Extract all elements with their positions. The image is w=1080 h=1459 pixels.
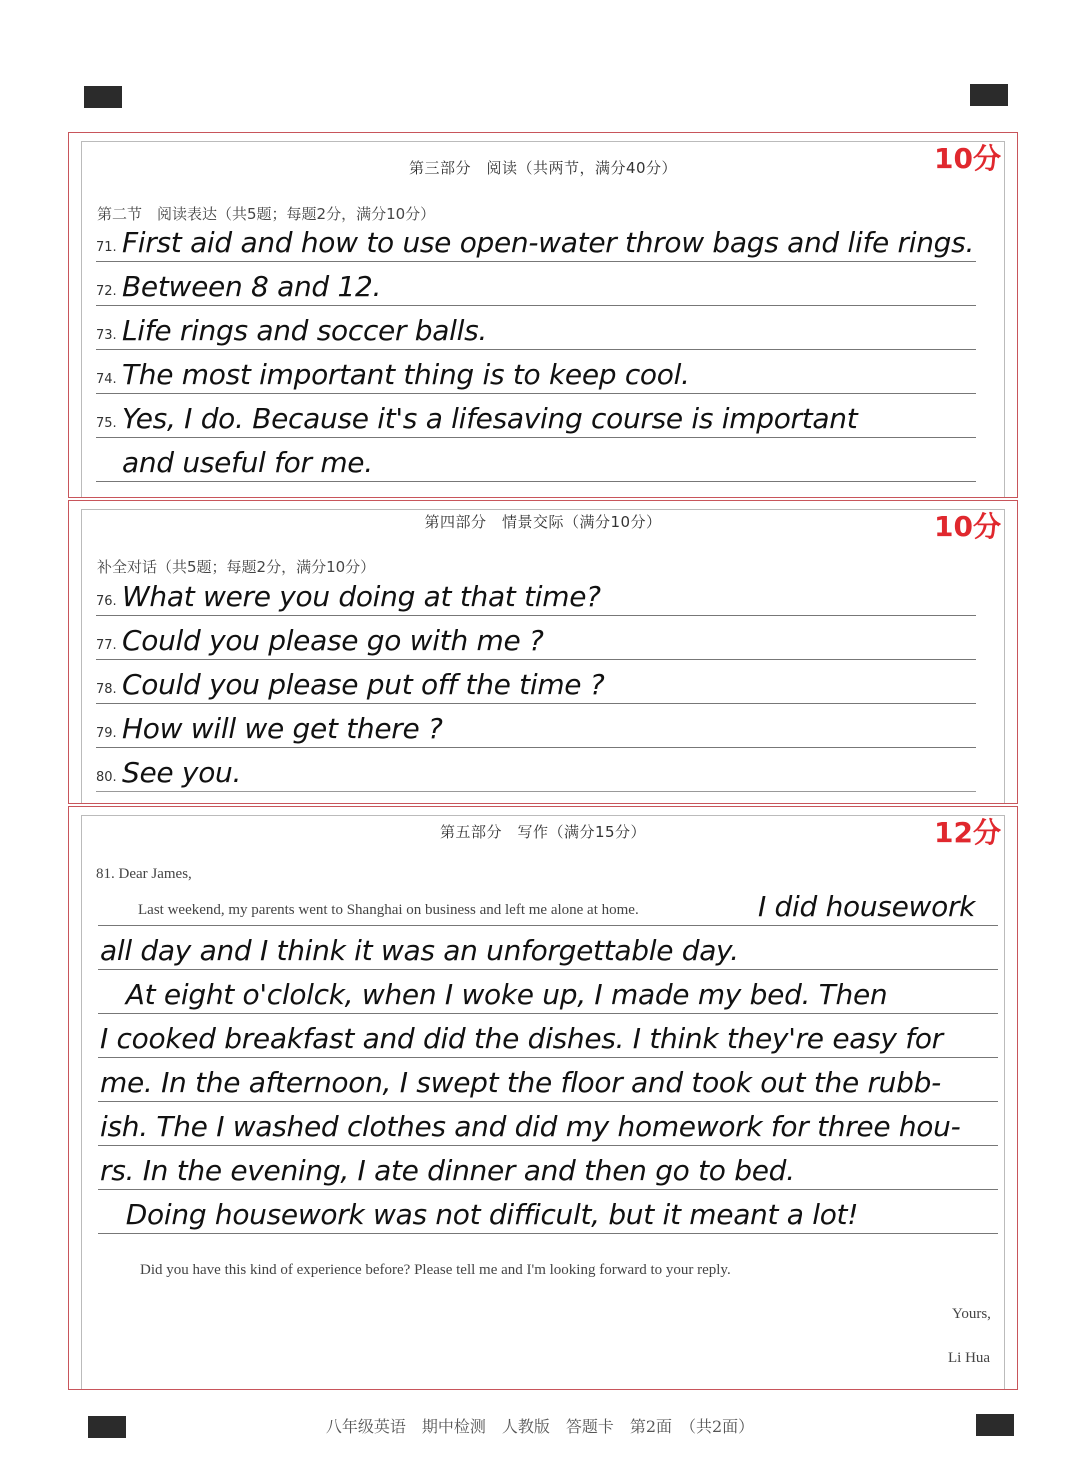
handwritten-text: ish. The I washed clothes and did my homework for three hou-: [100, 1110, 961, 1143]
writing-line-4[interactable]: [98, 1058, 998, 1102]
writing-line-3[interactable]: [98, 1014, 998, 1058]
writing-line-7[interactable]: [98, 1190, 998, 1234]
answer-line-80[interactable]: [96, 746, 976, 792]
writing-title: 第五部分 写作（满分15分）: [439, 823, 647, 841]
question-number: 78.: [96, 682, 117, 697]
handwritten-text: Doing housework was not difficult, but it meant a lot!: [100, 1198, 859, 1231]
writing-line-intro[interactable]: [98, 882, 998, 926]
registration-mark-top-left: [84, 86, 122, 108]
writing-score: 12分: [934, 816, 1001, 849]
handwritten-answer: First aid and how to use open-water throw bags and life rings.: [122, 226, 975, 259]
reading-title: 第三部分 阅读（共两节，满分40分）: [408, 159, 678, 177]
writing-line-6[interactable]: [98, 1146, 998, 1190]
handwritten-answer: Yes, I do. Because it's a lifesaving course is important: [122, 402, 858, 435]
registration-mark-top-right: [970, 84, 1008, 106]
answer-line-76[interactable]: [96, 570, 976, 616]
dialogue-title: 第四部分 情景交际（满分10分）: [424, 513, 662, 531]
answer-line-78[interactable]: [96, 658, 976, 704]
question-number: 72.: [96, 284, 117, 299]
answer-line-71[interactable]: [96, 216, 976, 262]
handwritten-answer: Could you please put off the time ?: [122, 668, 605, 701]
handwritten-answer: What were you doing at that time?: [122, 580, 601, 613]
answer-line-77[interactable]: [96, 614, 976, 660]
handwritten-text: At eight o'clolck, when I woke up, I made my bed. Then: [100, 978, 888, 1011]
answer-line-79[interactable]: [96, 702, 976, 748]
writing-line-1[interactable]: [98, 926, 998, 970]
handwritten-answer: The most important thing is to keep cool.: [122, 358, 690, 391]
question-number: 71.: [96, 240, 117, 255]
handwritten-text: all day and I think it was an unforgettable day.: [100, 934, 739, 967]
handwritten-answer: and useful for me.: [122, 446, 373, 479]
dialogue-score: 10分: [934, 510, 1001, 543]
handwritten-answer: Between 8 and 12.: [122, 270, 382, 303]
handwritten-text: rs. In the evening, I ate dinner and then go to bed.: [100, 1154, 795, 1187]
reading-subtitle: 第二节 阅读表达（共5题；每题2分，满分10分）: [97, 205, 436, 223]
question-number: 73.: [96, 328, 117, 343]
question-number: 75.: [96, 416, 117, 431]
question-number: 77.: [96, 638, 117, 653]
letter-intro-printed: Last weekend, my parents went to Shanghai on business and left me alone at home.: [138, 902, 639, 918]
handwritten-answer: Life rings and soccer balls.: [122, 314, 487, 347]
letter-sign-off: Yours,: [952, 1306, 991, 1322]
handwritten-answer: How will we get there ?: [122, 712, 443, 745]
dialogue-subtitle: 补全对话（共5题；每题2分，满分10分）: [97, 558, 376, 576]
letter-closing-printed: Did you have this kind of experience before? Please tell me and I'm looking forward to your reply.: [140, 1262, 731, 1278]
handwritten-intro: I did housework: [758, 890, 976, 923]
answer-line-75[interactable]: [96, 392, 976, 438]
handwritten-answer: See you.: [122, 756, 242, 789]
answer-line-75-continued[interactable]: [96, 436, 976, 482]
answer-line-73[interactable]: [96, 304, 976, 350]
answer-line-74[interactable]: [96, 348, 976, 394]
handwritten-text: me. In the afternoon, I swept the floor and took out the rubb-: [100, 1066, 941, 1099]
writing-line-2[interactable]: [98, 970, 998, 1014]
question-number: 76.: [96, 594, 117, 609]
handwritten-text: I cooked breakfast and did the dishes. I think they're easy for: [100, 1022, 943, 1055]
handwritten-answer: Could you please go with me ?: [122, 624, 544, 657]
letter-greeting: 81. Dear James,: [96, 866, 192, 882]
page-footer: 八年级英语 期中检测 人教版 答题卡 第2面 （共2面）: [325, 1417, 755, 1436]
letter-signature: Li Hua: [948, 1350, 991, 1366]
question-number: 74.: [96, 372, 117, 387]
writing-line-5[interactable]: [98, 1102, 998, 1146]
question-number: 80.: [96, 770, 117, 785]
answer-line-72[interactable]: [96, 260, 976, 306]
question-number: 79.: [96, 726, 117, 741]
reading-score: 10分: [934, 142, 1001, 175]
